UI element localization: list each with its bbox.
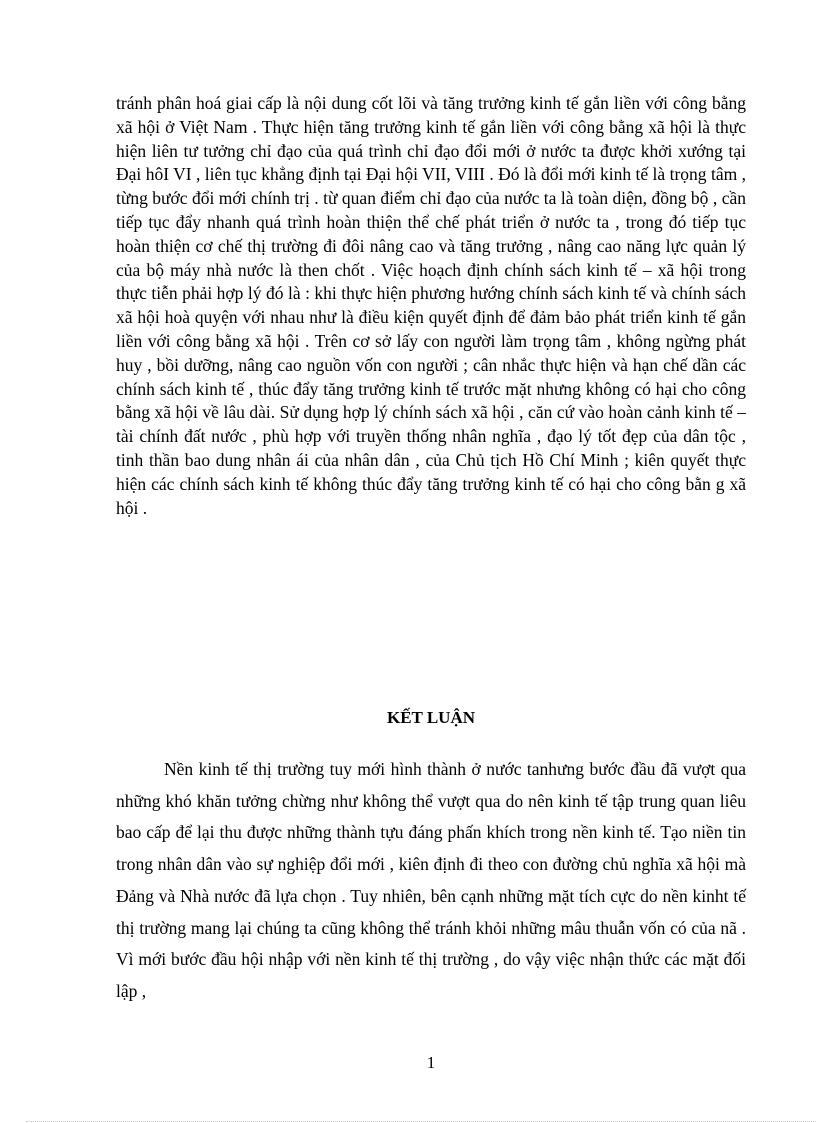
body-paragraph-1: tránh phân hoá giai cấp là nội dung cốt lõi và tăng trưởng kinh tế gắn liền với công bằng xã hội ở Việt Nam . Thực hiện tăng trưởng kinh tế gắn liền với công bằng xã hội là thực hiện liên tư tưởng chỉ đạo của quá trình chỉ đạo đổi mới ở nước ta được khởi xướng tại Đại hôI VI , liên tục khẳng định tại Đại hội VII, VIII . Đó là đổi mới kinh tế là trọng tâm , từng bước đổi mới chính trị . từ quan điểm chỉ đạo của nước ta là toàn diện, đồng bộ , cần tiếp tục đẩy nhanh quá trình hoàn thiện thể chế phát triển ở nước ta , trong đó tiếp tục hoàn thiện cơ chế thị trường đi đôi nâng cao và tăng trưởng , nâng cao năng lực quản lý của bộ máy nhà nước là then chốt . Việc hoạch định chính sách kinh tế – xã hội trong thực tiễn phải hợp lý đó là : khi thực hiện phương hướng chính sách kinh tế và chính sách xã hội hoà quyện với nhau như là điều kiện quyết định để đảm bảo phát triển kinh tế gắn liền với công bằng xã hội . Trên cơ sở lấy con người làm trọng tâm , không ngừng phát huy , bồi dưỡng, nâng cao nguồn vốn con người ; cân nhắc thực hiện và hạn chế dần các chính sách kinh tế , thúc đẩy tăng trưởng kinh tế trước mặt nhưng không có hại cho công bằng xã hội về lâu dài. Sử dụng hợp lý chính sách xã hội , căn cứ vào hoàn cảnh kinh tế – tài chính đất nước , phù hợp với truyền thống nhân nghĩa , đạo lý tốt đẹp của dân tộc , tinh thần bao dung nhân ái của nhân dân , của Chủ tịch Hồ Chí Minh ; kiên quyết thực hiện các chính sách kinh tế không thúc đẩy tăng trưởng kinh tế có hại cho công bằn g xã hội . bbox=[116, 93, 746, 518]
page-bottom-divider bbox=[26, 1121, 816, 1122]
body-paragraph-2: Nền kinh tế thị trường tuy mới hình thành ở nước tanhưng bước đầu đã vượt qua những khó khăn tưởng chừng như không thể vượt qua do nên kinh tế tập trung quan liêu bao cấp để lại thu được những thành tựu đáng phấn khích trong nền kinh tế. Tạo niền tin trong nhân dân vào sự nghiệp đổi mới , kiên định đi theo con đường chủ nghĩa xã hội mà Đảng và Nhà nước đã lựa chọn . Tuy nhiên, bên cạnh những mặt tích cực do nền kinht tế thị trường mang lại chúng ta cũng không thể tránh khỏi những mâu thuẫn vốn có của nã . Vì mới bước đầu hội nhập với nền kinh tế thị trường , do vậy việc nhận thức các mặt đối lập , bbox=[116, 759, 746, 1001]
section-heading: KẾT LUẬN bbox=[386, 708, 475, 727]
page-number: 1 bbox=[426, 1053, 436, 1072]
